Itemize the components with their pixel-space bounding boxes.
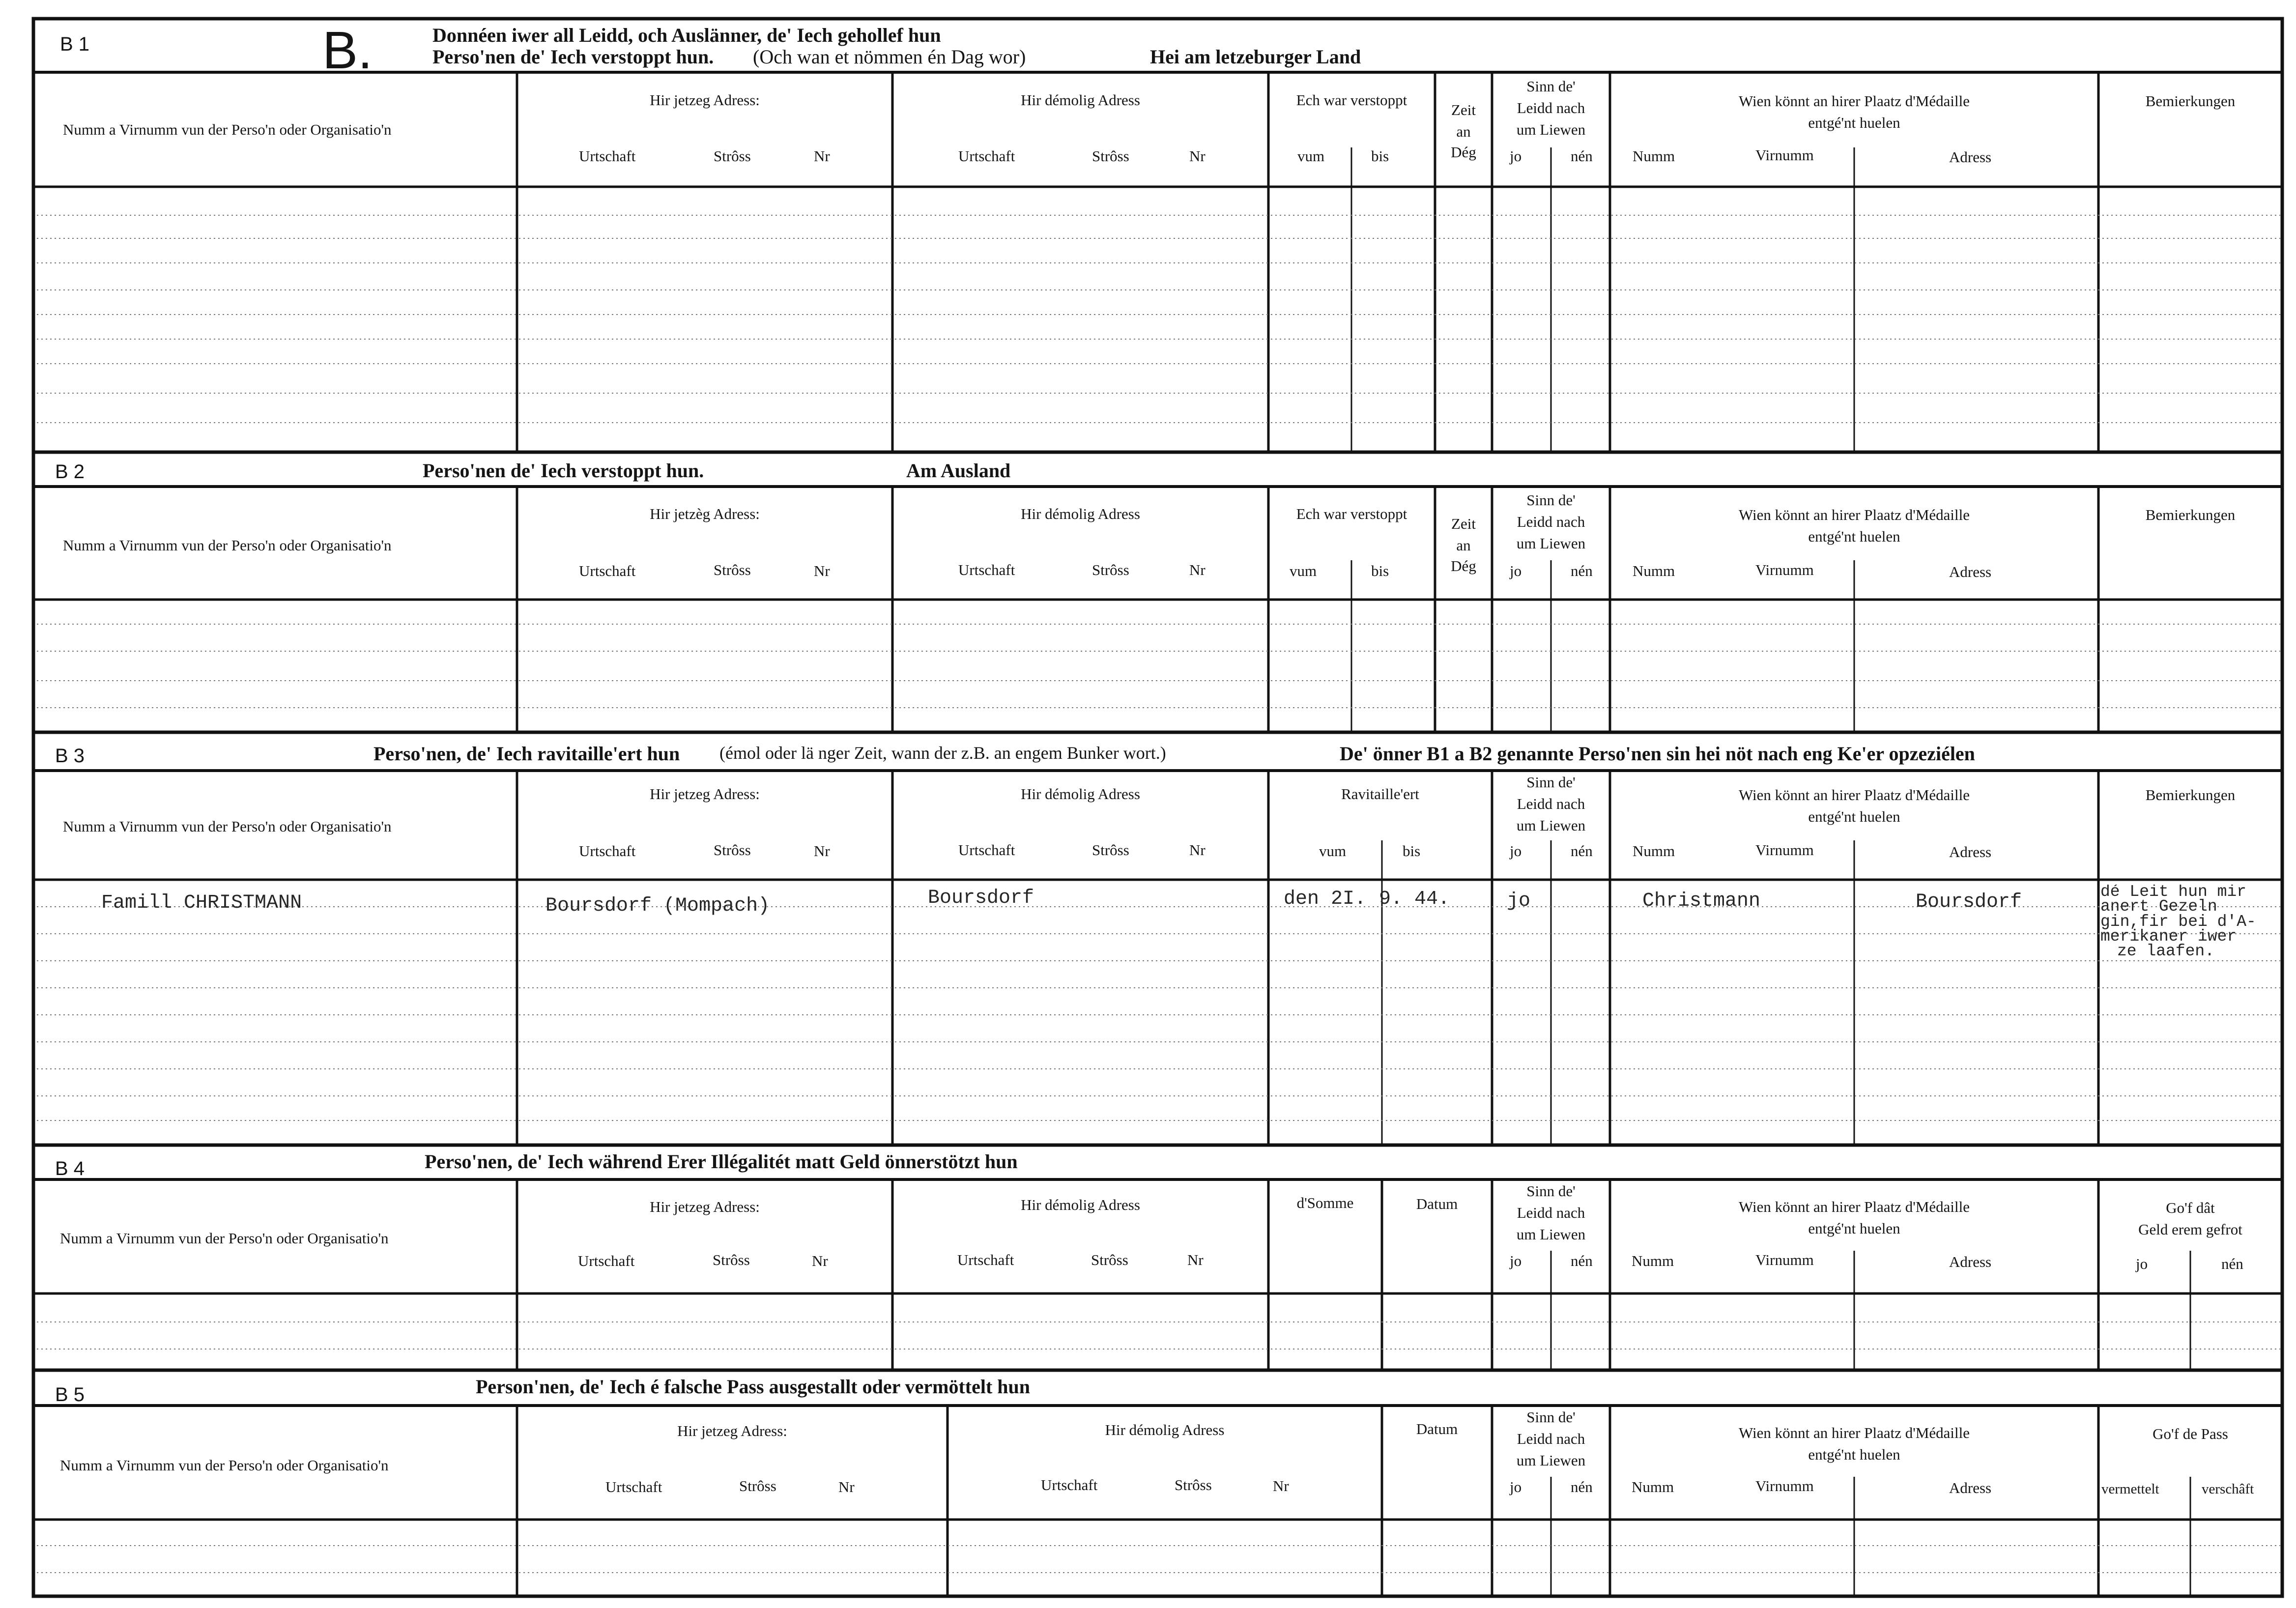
b3-surname-label: Numm [1633,842,1675,860]
b2-title: Perso'nen de' Iech verstoppt hun. [423,459,704,482]
b5-surname-label: Numm [1632,1478,1674,1495]
b2-number-label: Nr [814,562,830,579]
b1-no-label: nén [1571,147,1593,165]
entry-former-locality: Boursdorf [928,887,1034,909]
b4-repaid-line2: Geld erem gefrot [2138,1221,2242,1238]
b2-medal-line2: entgé'nt huelen [1808,528,1900,545]
b4-repaid-no: nén [2221,1255,2243,1272]
section-code-b1: B 1 [60,33,90,55]
entry-remark-line5: ze laafen. [2117,942,2215,959]
b5-issued-label: verschâft [2202,1481,2254,1497]
b3-alive-line3: um Liewen [1516,817,1586,834]
b3-current-address-header: Hir jetzeg Adress: [650,785,760,803]
b2-hidden-header: Ech war verstoppt [1296,505,1407,522]
form-letter: B. [322,20,373,80]
b1-surname-label: Numm [1633,147,1675,165]
b4-street-label: Strôss [713,1251,750,1268]
b5-date-header: Datum [1416,1420,1458,1437]
b2-name-header: Numm a Virnumm vun der Perso'n oder Organisatio'n [63,537,392,554]
entry-remark-line2: anert Gezeln [2100,897,2217,916]
b2-remarks-header: Bemierkungen [2145,506,2236,523]
b3-title: Perso'nen, de' Iech ravitaille'ert hun [373,743,680,765]
entry-medal-name: Christmann [1642,890,1761,912]
b4-firstname-label: Virnumm [1755,1251,1814,1268]
b5-no-label: nén [1571,1478,1593,1495]
b5-former-address-header: Hir démolig Adress [1105,1421,1225,1438]
entry-medal-address: Boursdorf [1916,891,2022,913]
b1-street-label: Strôss [714,147,751,165]
b2-days-line2: an [1456,537,1471,554]
b2-locality-label: Urtschaft [579,562,636,579]
entry-date-from: den 2I. [1284,888,1367,910]
b2-until-label: bis [1371,562,1389,579]
b3-title-paren: (émol oder lä nger Zeit, wann der z.B. an engem Bunker wort.) [719,743,1166,763]
b3-locality-label: Urtschaft [579,842,636,860]
form-title-line2-c: Hei am letzeburger Land [1150,46,1361,68]
entry-name: Famill CHRISTMANN [101,892,302,914]
b3-yes-label: jo [1510,842,1522,860]
b5-medal-line1: Wien könnt an hirer Plaatz d'Médaille [1738,1424,1970,1441]
b1-current-address-header: Hir jetzeg Adress: [650,91,760,109]
b2-title-b: Am Ausland [906,459,1011,482]
b1-firstname-label: Virnumm [1755,146,1814,164]
b2-yes-label: jo [1510,562,1522,579]
b1-former-street-label: Strôss [1092,147,1129,165]
entry-date-until: 9. 44. [1379,888,1450,910]
b1-hidden-header: Ech war verstoppt [1296,91,1407,109]
b5-street-label: Strôss [739,1477,776,1494]
b2-alive-line1: Sinn de' [1526,491,1576,509]
b5-yes-label: jo [1510,1478,1522,1495]
b1-alive-line2: Leidd nach [1517,99,1585,116]
form-title-line2-a: Perso'nen de' Iech verstoppt hun. [432,46,714,68]
b3-number-label: Nr [814,842,830,860]
b1-name-header: Numm a Virnumm vun der Perso'n oder Organisatio'n [63,121,392,138]
b2-former-street-label: Strôss [1092,561,1129,578]
b4-medal-line2: entgé'nt huelen [1808,1220,1900,1237]
b5-former-locality-label: Urtschaft [1041,1476,1098,1493]
b3-former-address-header: Hir démolig Adress [1021,785,1140,803]
b1-until-label: bis [1371,147,1389,165]
b1-days-line2: an [1456,123,1471,140]
section-code-b4: B 4 [55,1158,85,1179]
b4-yes-label: jo [1510,1252,1522,1269]
b5-pass-header: Go'f de Pass [2152,1425,2228,1442]
b1-alive-line1: Sinn de' [1526,78,1576,95]
entry-remark-line1: dé Leit hun mir [2100,885,2247,901]
entry-current-locality: Boursdorf (Mompach) [545,895,770,917]
entry-remark-line4: merikaner iwer [2100,927,2237,946]
b2-from-label: vum [1290,562,1317,579]
b5-alive-line3: um Liewen [1516,1452,1586,1469]
b4-former-address-header: Hir démolig Adress [1021,1196,1140,1213]
b1-medal-line2: entgé'nt huelen [1808,114,1900,131]
b2-former-number-label: Nr [1189,561,1205,578]
b3-former-locality-label: Urtschaft [958,841,1015,859]
b2-alive-line3: um Liewen [1516,535,1586,552]
b1-from-label: vum [1297,147,1325,165]
b4-alive-line2: Leidd nach [1517,1204,1585,1221]
b3-medal-line2: entgé'nt huelen [1808,808,1900,825]
b4-repaid-line1: Go'f dât [2166,1199,2215,1216]
section-code-b3: B 3 [55,745,85,767]
b4-date-header: Datum [1416,1195,1458,1212]
b3-medal-line1: Wien könnt an hirer Plaatz d'Médaille [1738,786,1970,804]
entry-alive-yes: jo [1507,890,1531,912]
b3-supplied-header: Ravitaille'ert [1341,785,1419,803]
b5-locality-label: Urtschaft [605,1478,662,1495]
b1-former-locality-label: Urtschaft [958,147,1015,165]
b4-number-label: Nr [812,1252,828,1269]
b5-former-number-label: Nr [1273,1477,1289,1494]
b2-no-label: nén [1571,562,1593,579]
b1-former-number-label: Nr [1189,147,1205,165]
section-code-b5: B 5 [55,1384,85,1406]
b1-medal-line1: Wien könnt an hirer Plaatz d'Médaille [1738,92,1970,110]
form-title-line1: Donnéen iwer all Leidd, och Auslänner, de' Iech gehollef hun [432,24,941,46]
b4-former-number-label: Nr [1187,1251,1204,1268]
b3-remarks-header: Bemierkungen [2145,786,2236,804]
b4-locality-label: Urtschaft [578,1252,635,1269]
b1-locality-label: Urtschaft [579,147,636,165]
b5-current-address-header: Hir jetzeg Adress: [677,1422,787,1439]
b2-street-label: Strôss [714,561,751,578]
b4-medal-line1: Wien könnt an hirer Plaatz d'Médaille [1738,1198,1970,1215]
b3-alive-line1: Sinn de' [1526,774,1576,791]
b4-sum-header: d'Somme [1296,1194,1354,1211]
b3-until-label: bis [1403,842,1421,860]
b1-number-label: Nr [814,147,830,165]
b5-title: Person'nen, de' Iech é falsche Pass ausgestallt oder vermöttelt hun [476,1376,1031,1398]
b5-mediated-label: vermettelt [2101,1481,2159,1497]
b5-firstname-label: Virnumm [1755,1477,1814,1494]
b2-address-label: Adress [1949,563,1992,580]
entry-remark-line3: gin,fir bei d'A- [2100,912,2256,931]
b3-title-b: De' önner B1 a B2 genannte Perso'nen sin hei nöt nach eng Ke'er opzeziélen [1340,743,1975,765]
b5-medal-line2: entgé'nt huelen [1808,1446,1900,1463]
b4-address-label: Adress [1949,1253,1992,1270]
b1-alive-line3: um Liewen [1516,121,1586,138]
b4-former-locality-label: Urtschaft [957,1251,1014,1268]
b2-firstname-label: Virnumm [1755,561,1814,578]
b1-days-line1: Zeit [1451,101,1476,118]
b4-former-street-label: Strôss [1091,1251,1128,1268]
b3-name-header: Numm a Virnumm vun der Perso'n oder Organisatio'n [63,818,392,835]
b1-days-line3: Dég [1451,144,1476,161]
form-title-line2-b: (Och wan et nömmen én Dag wor) [753,46,1026,68]
b3-former-street-label: Strôss [1092,841,1129,859]
b5-alive-line2: Leidd nach [1517,1430,1585,1447]
b3-street-label: Strôss [714,841,751,859]
b2-alive-line2: Leidd nach [1517,513,1585,530]
b4-name-header: Numm a Virnumm vun der Perso'n oder Organisatio'n [60,1230,389,1247]
b2-surname-label: Numm [1633,562,1675,579]
b3-no-label: nén [1571,842,1593,860]
b5-name-header: Numm a Virnumm vun der Perso'n oder Organisatio'n [60,1457,389,1474]
b2-days-line1: Zeit [1451,515,1476,532]
b5-alive-line1: Sinn de' [1526,1408,1576,1426]
b2-former-address-header: Hir démolig Adress [1021,505,1140,522]
b5-former-street-label: Strôss [1175,1476,1212,1493]
b2-current-address-header: Hir jetzèg Adress: [650,505,760,522]
b3-alive-line2: Leidd nach [1517,795,1585,812]
b1-address-label: Adress [1949,148,1992,166]
b3-address-label: Adress [1949,843,1992,861]
b4-alive-line1: Sinn de' [1526,1182,1576,1200]
b3-from-label: vum [1319,842,1347,860]
b3-former-number-label: Nr [1189,841,1205,859]
b1-remarks-header: Bemierkungen [2145,92,2236,110]
b4-surname-label: Numm [1632,1252,1674,1269]
b1-yes-label: jo [1510,147,1522,165]
b4-repaid-yes: jo [2136,1255,2148,1272]
b4-title: Perso'nen, de' Iech während Erer Illégalitét matt Geld önnerstötzt hun [425,1150,1018,1173]
b5-address-label: Adress [1949,1479,1992,1496]
b2-former-locality-label: Urtschaft [958,561,1015,578]
b4-current-address-header: Hir jetzeg Adress: [650,1198,760,1215]
b4-alive-line3: um Liewen [1516,1226,1586,1243]
entry-remarks [2100,885,2282,959]
section-code-b2: B 2 [55,461,85,483]
b1-former-address-header: Hir démolig Adress [1021,91,1140,109]
b4-no-label: nén [1571,1252,1593,1269]
b2-medal-line1: Wien könnt an hirer Plaatz d'Médaille [1738,506,1970,523]
b3-firstname-label: Virnumm [1755,841,1814,859]
b5-number-label: Nr [838,1478,855,1495]
b2-days-line3: Dég [1451,557,1476,574]
